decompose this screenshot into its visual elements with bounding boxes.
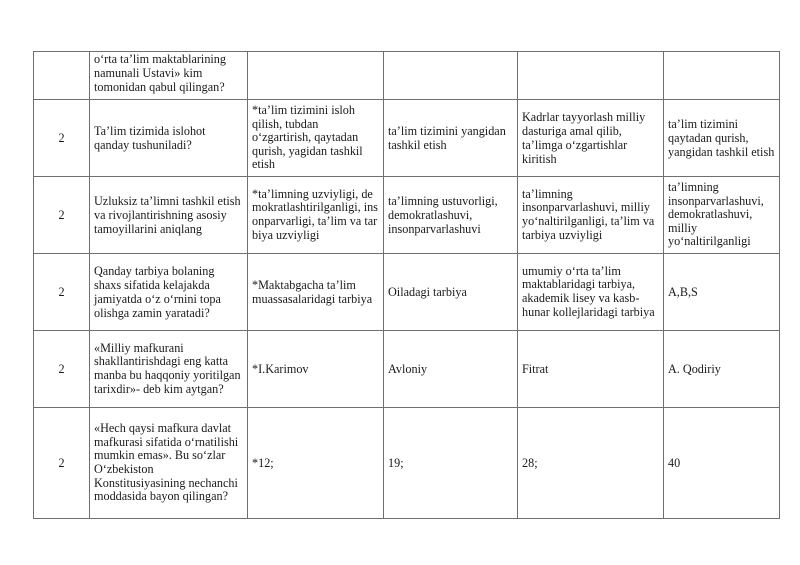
option-cell: A,B,S: [664, 254, 780, 331]
option-cell: 28;: [518, 408, 664, 519]
points-cell: 2: [34, 254, 90, 331]
option-cell: 40: [664, 408, 780, 519]
points-cell: 2: [34, 100, 90, 177]
option-cell: Avloniy: [384, 331, 518, 408]
table-row: [34, 331, 780, 408]
quiz-table: [33, 51, 780, 519]
option-cell: ta’limning insonparvarlashuvi, demokratlashuvi, milliy yo‘naltirilganligi: [664, 177, 780, 254]
option-cell: 19;: [384, 408, 518, 519]
table-row: [34, 254, 780, 331]
option-cell-correct: *Maktabgacha ta’lim muassasalaridagi tarbiya: [248, 254, 384, 331]
option-cell-correct: *I.Karimov: [248, 331, 384, 408]
table-row: [34, 177, 780, 254]
option-cell: umumiy o‘rta ta’lim maktablaridagi tarbiya, akademik lisey va kasb-hunar kollejlaridagi tarbiya: [518, 254, 664, 331]
question-cell: Ta’lim tizimida islohot qanday tushuniladi?: [90, 100, 248, 177]
option-cell: [384, 52, 518, 100]
option-cell: ta’lim tizimini yangidan tashkil etish: [384, 100, 518, 177]
points-cell: [34, 52, 90, 100]
points-cell: 2: [34, 408, 90, 519]
option-cell-correct: *ta’limning uzviyligi, demokratlashtirilganligi, insonparvarligi, ta’lim va tarbiya uzviyligi: [248, 177, 384, 254]
option-cell: ta’limning insonparvarlashuvi, milliy yo‘naltirilganligi, ta’lim va tarbiya uzviyligi: [518, 177, 664, 254]
question-cell: Qanday tarbiya bolaning shaxs sifatida kelajakda jamiyatda o‘z o‘rnini topa olishga zamin yaratadi?: [90, 254, 248, 331]
option-cell: ta’limning ustuvorligi, demokratlashuvi, insonparvarlashuvi: [384, 177, 518, 254]
table-row: [34, 408, 780, 519]
question-cell: «Milliy mafkurani shakllantirishdagi eng katta manba bu haqqoniy yoritilgan tarixdir»- deb kim aytgan?: [90, 331, 248, 408]
table-row: [34, 52, 780, 100]
option-cell: Kadrlar tayyorlash milliy dasturiga amal qilib, ta’limga o‘zgartishlar kiritish: [518, 100, 664, 177]
option-cell: Oiladagi tarbiya: [384, 254, 518, 331]
table-row: [34, 100, 780, 177]
points-cell: 2: [34, 177, 90, 254]
option-cell-correct: [248, 52, 384, 100]
option-cell: A. Qodiriy: [664, 331, 780, 408]
option-cell: [664, 52, 780, 100]
option-cell-correct: *ta’lim tizimini isloh qilish, tubdan o‘zgartirish, qaytadan qurish, yagidan tashkil etish: [248, 100, 384, 177]
option-cell: [518, 52, 664, 100]
option-cell: Fitrat: [518, 331, 664, 408]
points-cell: 2: [34, 331, 90, 408]
question-cell: o‘rta ta’lim maktablarining namunali Ustavi» kim tomonidan qabul qilingan?: [90, 52, 248, 100]
question-cell: «Hech qaysi mafkura davlat mafkurasi sifatida o‘rnatilishi mumkin emas». Bu so‘zlar O‘zbekiston Konstitusiyasining nechanchi moddasida bayon qilingan?: [90, 408, 248, 519]
option-cell: ta’lim tizimini qaytadan qurish, yangidan tashkil etish: [664, 100, 780, 177]
question-cell: Uzluksiz ta’limni tashkil etish va rivojlantirishning asosiy tamoyillarini aniqlang: [90, 177, 248, 254]
option-cell-correct: *12;: [248, 408, 384, 519]
